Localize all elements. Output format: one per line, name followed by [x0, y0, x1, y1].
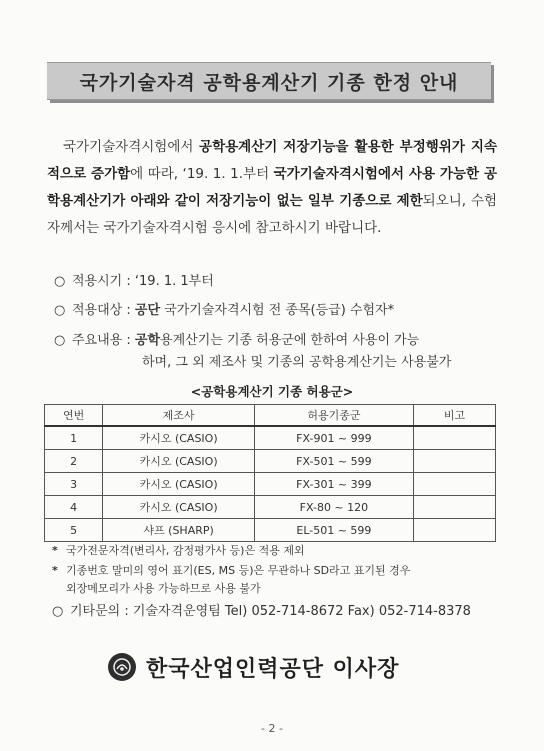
note-text: 국가전문자격(변리사, 감정평가사 등)은 적용 제외	[66, 544, 305, 557]
intro-text-1: 국가기술자격시험에서	[63, 139, 200, 155]
cell-models: FX-301 ~ 399	[254, 473, 413, 496]
bullet-label: 적용대상 :	[72, 303, 135, 318]
cell-manufacturer: 카시오 (CASIO)	[103, 450, 255, 473]
table-row	[45, 519, 496, 542]
cell-manufacturer: 카시오 (CASIO)	[103, 426, 255, 450]
bullet-continuation: 하며, 그 외 제조사 및 기종의 공학용계산기는 사용불가	[142, 355, 452, 370]
note-text: 기종번호 말미의 영어 표기(ES, MS 등)은 무관하나 SD라고 표기된 경우	[66, 564, 411, 577]
table-row	[45, 473, 496, 496]
table-row	[45, 450, 496, 473]
asterisk-icon: *	[52, 564, 58, 577]
intro-paragraph	[47, 134, 497, 242]
cell-number: 2	[45, 450, 103, 473]
contact-info	[52, 600, 522, 619]
table-row	[45, 496, 496, 519]
table-header-row	[45, 405, 496, 427]
cell-models: EL-501 ~ 599	[254, 519, 413, 542]
intro-text-2: 에 따라, ‘19. 1. 1.부터	[130, 166, 274, 182]
note-model-suffix	[52, 562, 502, 598]
cell-manufacturer: 샤프 (SHARP)	[103, 519, 255, 542]
bullet-text: ‘19. 1. 1부터	[134, 274, 214, 289]
circle-bullet-icon: ○	[54, 333, 66, 348]
asterisk-icon: *	[52, 544, 58, 557]
intro-emphasis-1: 공학용계산기 저장기능을 활용한 부정행위가 지속적으로 증가함	[47, 139, 497, 182]
agency-logo-icon	[108, 653, 136, 681]
bullet-effective-date	[54, 271, 514, 293]
table-row	[45, 426, 496, 450]
bullet-main-content	[54, 330, 514, 374]
cell-number: 5	[45, 519, 103, 542]
cell-number: 1	[45, 426, 103, 450]
title-banner	[47, 62, 491, 100]
cell-models: FX-901 ~ 999	[254, 426, 413, 450]
page-number: - 2 -	[261, 722, 283, 735]
circle-bullet-icon: ○	[54, 274, 66, 289]
header-models: 허용기종군	[254, 405, 413, 427]
cell-remarks	[413, 426, 495, 450]
signature-block	[108, 650, 399, 684]
note-exemption	[52, 542, 502, 560]
cell-number: 3	[45, 473, 103, 496]
intro-emphasis-2: 국가기술자격시험에서 사용 가능한 공학용계산기가 아래와 같이 저장기능이 없는 일부 기종으로 제한	[47, 166, 497, 209]
cell-models: FX-501 ~ 599	[254, 450, 413, 473]
bullet-text: 국가기술자격시험 전 종목(등급) 수험자*	[160, 303, 395, 318]
cell-remarks	[413, 450, 495, 473]
bullet-emphasis: 공단	[134, 303, 161, 318]
cell-remarks	[413, 496, 495, 519]
table-caption: <공학용계산기 기종 허용군>	[190, 384, 354, 399]
cell-remarks	[413, 473, 495, 496]
bullet-target	[54, 300, 514, 322]
intro-text-3: 되오니, 수험자께서는 국가기술자격시험 응시에 참고하시기 바랍니다.	[47, 193, 497, 236]
bullet-text: 용계산기는 기종 허용군에 한하여 사용이 가능	[160, 333, 420, 348]
bullet-label: 적용시기 :	[72, 274, 135, 289]
page-title: 국가기술자격 공학용계산기 기종 한정 안내	[79, 71, 459, 94]
bullet-label: 주요내용 :	[72, 333, 135, 348]
circle-bullet-icon: ○	[52, 604, 64, 619]
header-number: 연번	[45, 405, 103, 427]
contact-text: 기타문의 : 기술자격운영팀 Tel) 052-714-8672 Fax) 052-714-8378	[70, 604, 471, 619]
circle-bullet-icon: ○	[54, 303, 66, 318]
cell-number: 4	[45, 496, 103, 519]
header-manufacturer: 제조사	[103, 405, 255, 427]
cell-models: FX-80 ~ 120	[254, 496, 413, 519]
cell-manufacturer: 카시오 (CASIO)	[103, 496, 255, 519]
signature-text: 한국산업인력공단 이사장	[146, 656, 400, 682]
cell-manufacturer: 카시오 (CASIO)	[103, 473, 255, 496]
header-remarks: 비고	[413, 405, 495, 427]
bullet-emphasis: 공학	[134, 333, 161, 348]
note-continuation: 외장메모리가 사용 가능하므로 사용 불가	[66, 582, 261, 595]
cell-remarks	[413, 519, 495, 542]
allowed-calculators-table	[44, 404, 496, 542]
